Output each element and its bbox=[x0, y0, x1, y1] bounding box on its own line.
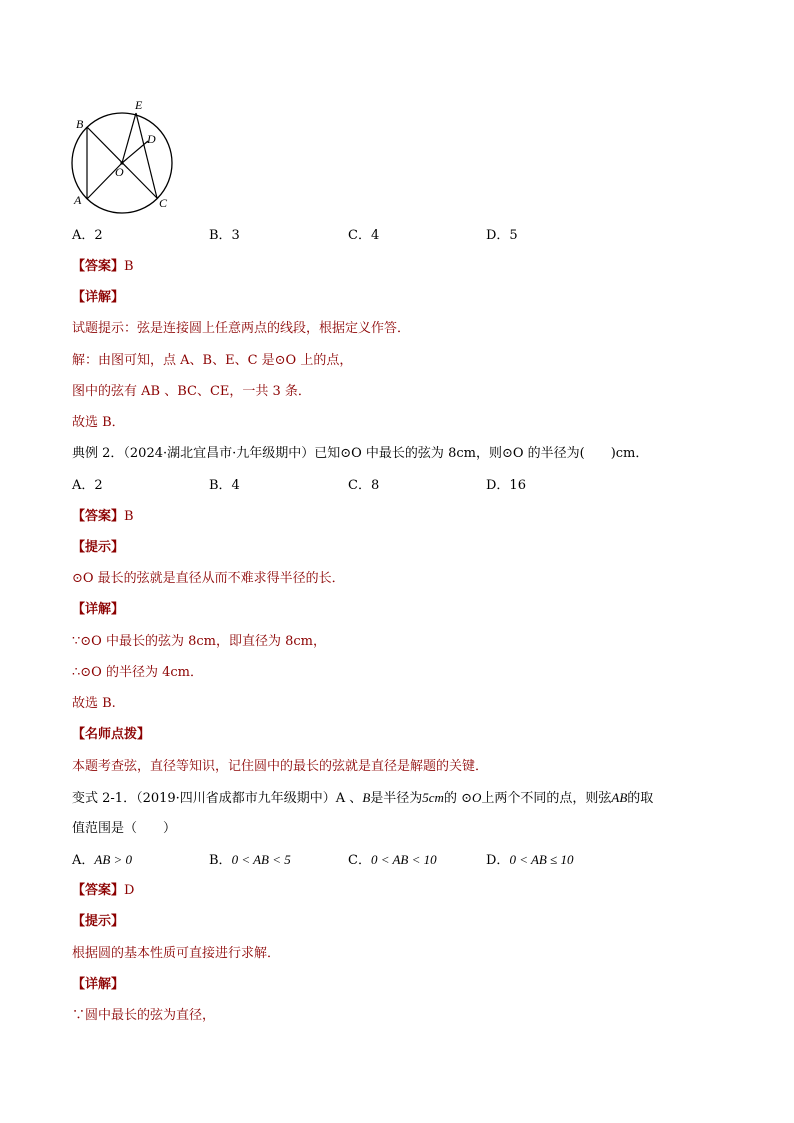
answer-value: B bbox=[124, 509, 134, 524]
option-letter: B． bbox=[209, 853, 232, 868]
option-expr: AB > 0 bbox=[94, 852, 133, 867]
q1-detail-tag: 【详解】 bbox=[72, 290, 125, 305]
option-expr: 0 < AB < 5 bbox=[231, 852, 291, 867]
label-o: O bbox=[115, 165, 124, 179]
label-a: A bbox=[74, 193, 82, 207]
option-letter: D． bbox=[486, 853, 510, 868]
q3-q-e: 上两个不同的点，则弦 bbox=[481, 791, 612, 806]
q3-q-a: 变式 2-1．（2019·四川省成都市九年级期中）A 、 bbox=[72, 791, 363, 806]
q3-option-d bbox=[486, 851, 574, 870]
q3-q-b: B bbox=[362, 790, 371, 805]
q3-question-line1 bbox=[72, 789, 653, 808]
q2-tip-tag: 【名师点拨】 bbox=[72, 727, 151, 742]
answer-value: B bbox=[124, 259, 134, 274]
line-od bbox=[122, 141, 148, 163]
q3-option-c bbox=[348, 851, 437, 870]
q1-option-c: C．4 bbox=[348, 228, 380, 243]
q3-q-f: 的取 bbox=[627, 791, 654, 806]
q2-option-a: A．2 bbox=[72, 478, 103, 493]
q3-hint-tag: 【提示】 bbox=[72, 914, 125, 929]
q1-option-b: B．3 bbox=[209, 228, 240, 243]
q1-solution-line1: 解：由图可知，点 A、B、E、C 是⊙O 上的点， bbox=[72, 353, 353, 368]
q2-solution-line2: ∴⊙O 的半径为 4cm． bbox=[72, 665, 203, 680]
q1-option-a: A．2 bbox=[72, 228, 103, 243]
q2-question: 典例 2．（2024·湖北宜昌市·九年级期中）已知⊙O 中最长的弦为 8cm，则⊙O 的半径为( )cm． bbox=[72, 446, 649, 461]
option-expr: 0 < AB < 10 bbox=[370, 852, 437, 867]
q2-option-b: B．4 bbox=[209, 478, 240, 493]
line-oe bbox=[122, 113, 136, 163]
q3-q-c: 是半径为 bbox=[370, 791, 423, 806]
option-expr: 0 < AB ≤ 10 bbox=[509, 852, 574, 867]
q2-answer-line bbox=[72, 508, 134, 526]
q3-option-b bbox=[209, 851, 291, 870]
answer-value: D bbox=[124, 883, 135, 898]
q1-solution-line2: 图中的弦有 AB 、BC、CE，一共 3 条． bbox=[72, 384, 311, 399]
option-letter: A． bbox=[72, 853, 95, 868]
q2-solution-line1: ∵⊙O 中最长的弦为 8cm，即直径为 8cm， bbox=[72, 634, 326, 649]
q3-hint: 根据圆的基本性质可直接进行求解． bbox=[72, 946, 281, 961]
q2-option-c: C．8 bbox=[348, 478, 380, 493]
answer-tag: 【答案】 bbox=[72, 883, 125, 898]
label-d: D bbox=[147, 132, 156, 146]
chord-ce bbox=[136, 113, 157, 198]
option-letter: C． bbox=[348, 853, 371, 868]
q3-detail-tag: 【详解】 bbox=[72, 977, 125, 992]
q3-option-a bbox=[72, 851, 132, 870]
q1-hint: 试题提示：弦是连接圆上任意两点的线段，根据定义作答． bbox=[72, 321, 411, 336]
answer-tag: 【答案】 bbox=[72, 259, 125, 274]
q2-hint-tag: 【提示】 bbox=[72, 540, 125, 555]
label-c: C bbox=[159, 196, 168, 210]
q2-option-d: D．16 bbox=[486, 478, 526, 493]
q3-q-ab: AB bbox=[611, 790, 628, 805]
q2-choose: 故选 B. bbox=[72, 696, 116, 711]
q3-q-5cm: 5cm bbox=[422, 790, 444, 805]
q1-answer-line bbox=[72, 258, 134, 276]
label-b: B bbox=[76, 117, 84, 131]
q3-question-line2: 值范围是（ ） bbox=[72, 821, 177, 836]
q3-solution-line1: ∵圆中最长的弦为直径， bbox=[72, 1008, 216, 1023]
q3-q-d: 的 ⊙ bbox=[443, 791, 472, 806]
label-e: E bbox=[135, 98, 143, 112]
q2-tip: 本题考查弦，直径等知识，记住圆中的最长的弦就是直径是解题的关键． bbox=[72, 759, 489, 774]
answer-tag: 【答案】 bbox=[72, 509, 125, 524]
q1-option-d: D．5 bbox=[486, 228, 518, 243]
circle-chord-figure bbox=[60, 96, 190, 216]
q2-hint: ⊙O 最长的弦就是直径从而不难求得半径的长． bbox=[72, 571, 345, 586]
q1-choose: 故选 B． bbox=[72, 415, 125, 430]
q3-answer-line bbox=[72, 882, 134, 900]
q2-detail-tag: 【详解】 bbox=[72, 602, 125, 617]
q3-q-o: O bbox=[471, 790, 482, 805]
